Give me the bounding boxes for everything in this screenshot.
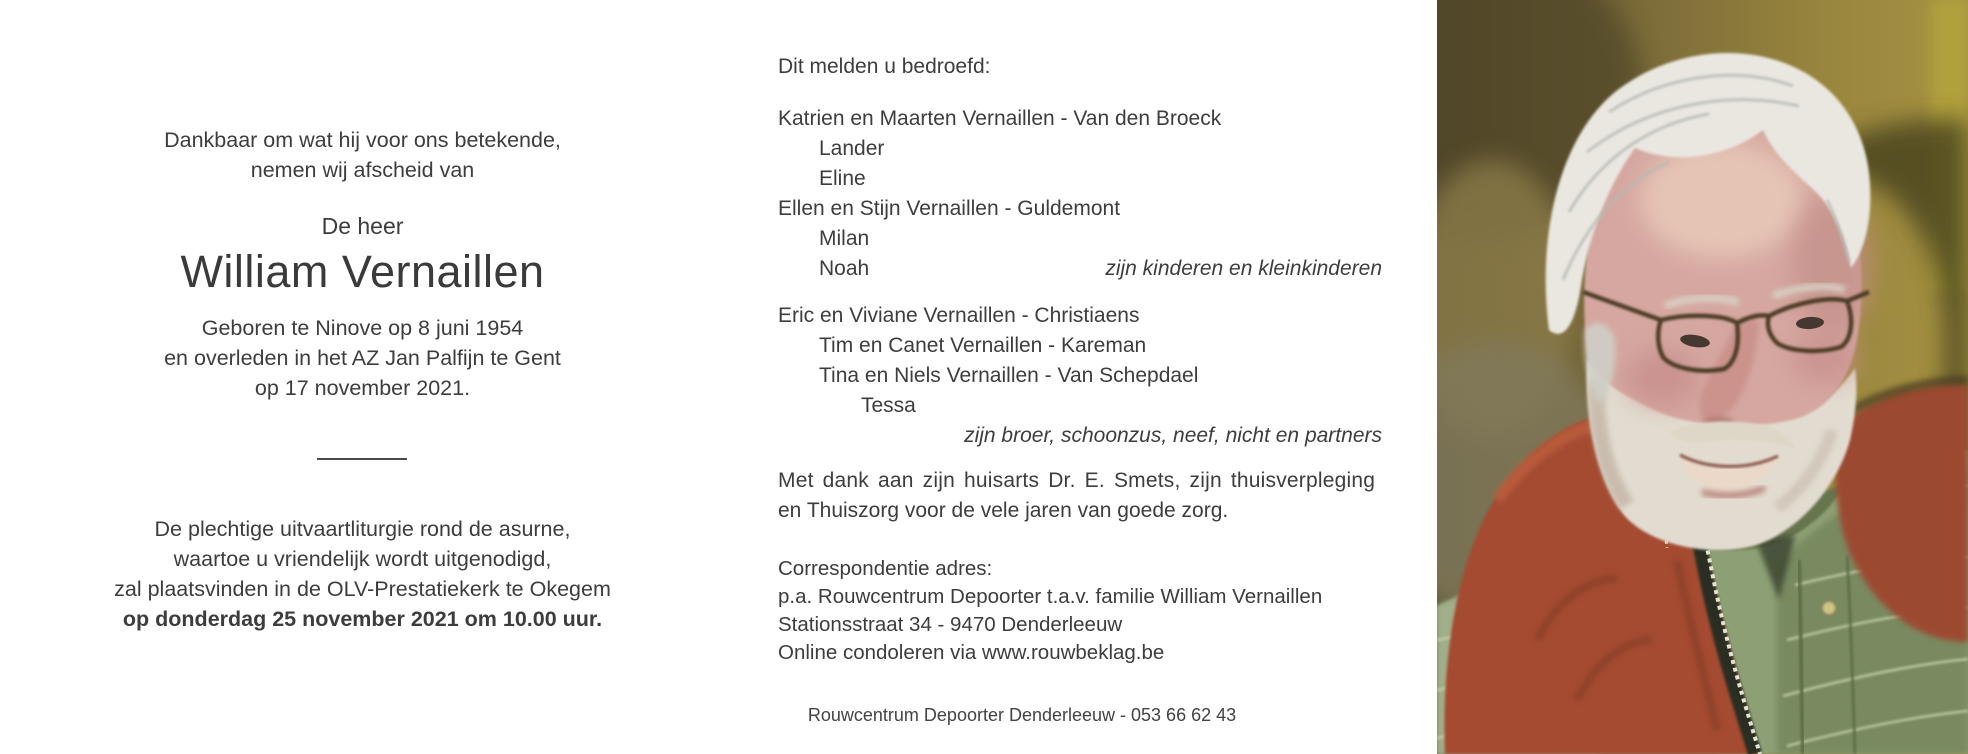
family-member: Katrien en Maarten Vernaillen - Van den Broeck [778,107,1222,130]
portrait-photo-rendering [1437,0,1968,754]
death-line: en overleden in het AZ Jan Palfijn te Gent [164,346,561,370]
family-member: Eric en Viviane Vernaillen - Christiaens [778,304,1140,327]
family-member: Ellen en Stijn Vernaillen - Guldemont [778,197,1121,220]
service-line: zal plaatsvinden in de OLV-Prestatiekerk te Okegem [114,577,611,601]
birth-line: Geboren te Ninove op 8 juni 1954 [201,316,524,340]
intro-line: nemen wij afscheid van [250,158,475,182]
correspondence-title: Correspondentie adres: [778,557,993,580]
middle-panel [778,0,1382,754]
thanks-line: en Thuiszorg voor de vele jaren van goede zorg. [778,499,1229,522]
salutation: De heer [321,213,404,239]
family-member: Tina en Niels Vernaillen - Van Schepdael [819,364,1199,387]
deceased-name: William Vernaillen [180,246,545,297]
left-panel [90,0,635,754]
death-date-line: op 17 november 2021. [254,376,471,400]
family-member [778,254,1382,284]
family-member: Milan [819,227,870,250]
thanks-paragraph [778,466,1382,526]
service-date-line: op donderdag 25 november 2021 om 10.00 uur. [122,607,603,631]
thanks-line: Met dank aan zijn huisarts Dr. E. Smets, zijn thuisverpleging [778,469,1376,492]
correspondence-online: Online condoleren via www.rouwbeklag.be [778,641,1165,664]
service-line: waartoe u vriendelijk wordt uitgenodigd, [173,547,552,571]
family-member: Tim en Canet Vernaillen - Kareman [819,334,1147,357]
correspondence-street: Stationsstraat 34 - 9470 Denderleeuw [778,613,1123,636]
family-member: Eline [819,167,866,190]
relation-label-children: zijn kinderen en kleinkinderen [1105,257,1382,280]
intro-text [90,125,635,185]
service-announcement [90,514,635,634]
portrait-photo [1437,0,1968,754]
family-group-siblings [778,301,1382,451]
relation-label-siblings: zijn broer, schoonzus, neef, nicht en partners [964,424,1382,447]
announcement: Dit melden u bedroefd: [778,55,991,78]
funeral-home-footer: Rouwcentrum Depoorter Denderleeuw - 053 66 62 43 [807,705,1237,725]
birth-death-dates [90,313,635,403]
service-line: De plechtige uitvaartliturgie rond de asurne, [154,517,571,541]
family-member-name: Noah [819,257,870,280]
family-member: Tessa [861,394,916,417]
family-member: Lander [819,137,885,160]
intro-line: Dankbaar om wat hij voor ons betekende, [164,128,561,152]
divider-rule [317,458,407,460]
correspondence-address: p.a. Rouwcentrum Depoorter t.a.v. familie William Vernaillen [778,585,1323,608]
correspondence-block [778,555,1382,667]
family-group-children [778,104,1382,284]
